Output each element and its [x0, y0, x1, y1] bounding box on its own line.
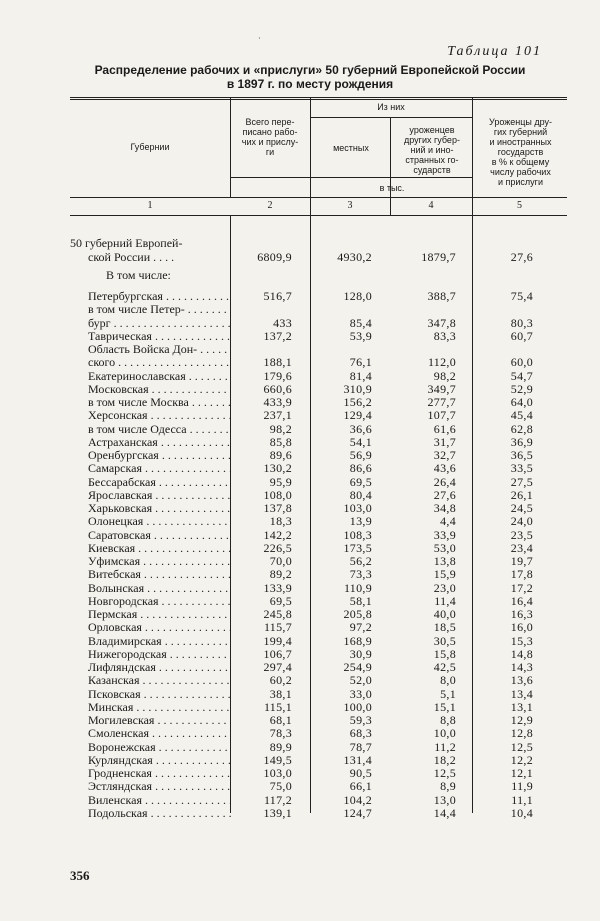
table-row — [0, 648, 600, 661]
value-total: 89,2 — [269, 567, 292, 582]
value-total: 117,2 — [263, 792, 292, 807]
province-name: ского . . . — [88, 356, 231, 369]
value-local: 73,3 — [349, 567, 372, 582]
province-name: Минская . . . — [88, 701, 231, 714]
province-name: Пермская . . . — [88, 608, 231, 621]
value-percent: 52,9 — [510, 381, 533, 396]
value-total: 139,1 — [263, 805, 292, 820]
header-colnum-rule — [70, 197, 567, 198]
value-percent: 19,7 — [510, 554, 533, 568]
value-local: 205,8 — [343, 607, 372, 621]
table-header — [70, 97, 567, 215]
value-percent: 11,9 — [511, 779, 533, 794]
value-total: 179,6 — [263, 368, 292, 383]
value-other-origin: 33,9 — [433, 527, 456, 542]
province-name: Нижегородская . . . — [88, 648, 231, 661]
value-percent: 23,5 — [510, 527, 533, 542]
province-name: Область Войска Дон- . . . — [88, 343, 231, 356]
title-line-2: в 1897 г. по месту рождения — [226, 77, 394, 91]
value-other-origin: 388,7 — [427, 289, 456, 303]
total-v1: 6809,9 — [257, 250, 292, 264]
table-row — [0, 489, 600, 502]
value-local: 173,5 — [343, 540, 372, 555]
value-local: 59,3 — [349, 713, 372, 727]
value-local: 108,3 — [343, 527, 372, 542]
value-total: 98,2 — [269, 421, 292, 436]
value-local: 52,0 — [349, 673, 372, 688]
province-name: Орловская . . . — [88, 621, 231, 634]
value-other-origin: 14,4 — [433, 805, 456, 820]
value-percent: 14,8 — [510, 646, 533, 661]
value-other-origin: 10,0 — [433, 726, 456, 741]
total-v2: 4930,2 — [337, 250, 372, 264]
table-row — [0, 383, 600, 396]
value-other-origin: 349,7 — [427, 381, 456, 396]
table-row — [0, 529, 600, 542]
value-local: 103,0 — [343, 501, 372, 515]
value-other-origin: 61,6 — [433, 421, 456, 436]
value-percent: 64,0 — [510, 395, 533, 409]
value-local: 128,0 — [343, 289, 372, 303]
province-name: Смоленская . . . — [88, 727, 231, 740]
value-total: 297,4 — [263, 660, 292, 674]
table-title — [70, 63, 550, 91]
value-percent: 16,0 — [510, 620, 533, 635]
province-name: в том числе Одесса . . . — [88, 423, 231, 436]
province-name: Харьковская . . . — [88, 502, 231, 515]
table-row — [0, 290, 600, 303]
value-local: 36,6 — [349, 421, 372, 436]
table-row — [0, 794, 600, 807]
value-total: 149,5 — [263, 752, 292, 767]
value-total: 137,8 — [263, 501, 292, 515]
value-percent: 13,1 — [510, 699, 533, 714]
table-row — [0, 767, 600, 780]
value-percent: 36,9 — [510, 434, 533, 449]
value-total: 75,0 — [269, 779, 292, 794]
value-local: 254,9 — [343, 660, 372, 674]
value-other-origin: 8,8 — [440, 713, 456, 727]
value-percent: 13,6 — [510, 673, 533, 688]
table-row — [0, 542, 600, 555]
value-other-origin: 31,7 — [433, 434, 456, 449]
value-local: 68,3 — [349, 726, 372, 741]
value-other-origin: 15,8 — [433, 646, 456, 661]
total-v4: 27,6 — [510, 250, 533, 264]
value-local: 104,2 — [343, 792, 372, 807]
value-total: 660,6 — [263, 381, 292, 396]
value-local: 53,9 — [349, 328, 372, 343]
value-other-origin: 40,0 — [433, 607, 456, 621]
value-total: 103,0 — [263, 766, 292, 780]
value-other-origin: 5,1 — [440, 686, 456, 701]
colnum-5: 5 — [517, 200, 522, 211]
value-local: 56,2 — [349, 554, 372, 568]
colnum-2: 2 — [267, 200, 273, 211]
value-other-origin: 347,8 — [427, 315, 456, 330]
province-name: Воронежская . . . — [88, 741, 231, 754]
value-percent: 33,5 — [510, 461, 533, 476]
value-other-origin: 32,7 — [433, 448, 456, 462]
table-row — [0, 502, 600, 515]
total-v3: 1879,7 — [421, 250, 456, 264]
value-other-origin: 11,2 — [434, 739, 456, 754]
value-other-origin: 30,5 — [433, 633, 456, 648]
table-row — [0, 688, 600, 701]
table-row — [0, 701, 600, 714]
value-total: 68,1 — [269, 713, 292, 727]
table-row — [0, 423, 600, 436]
value-local: 90,5 — [349, 766, 372, 780]
province-name: Курляндская . . . — [88, 754, 231, 767]
value-local: 54,1 — [349, 434, 372, 449]
value-percent: 75,4 — [510, 289, 533, 303]
value-percent: 12,2 — [510, 752, 533, 767]
value-percent: 12,5 — [510, 739, 533, 754]
value-local: 110,9 — [343, 580, 372, 595]
value-other-origin: 18,2 — [433, 752, 456, 767]
table-row — [0, 449, 600, 462]
value-local: 85,4 — [349, 315, 372, 330]
header-urozhentsev: уроженцев других губер- ний и ино- странных го- сударств — [404, 125, 460, 175]
table-row — [0, 568, 600, 581]
table-row — [0, 396, 600, 409]
header-iz-nikh: Из них — [377, 102, 405, 112]
province-name: Лифляндская . . . — [88, 661, 231, 674]
province-name: Ярославская . . . — [88, 489, 231, 502]
header-mestnykh: местных — [333, 143, 369, 153]
province-name: Таврическая . . . — [88, 330, 231, 343]
value-local: 33,0 — [349, 686, 372, 701]
value-local: 58,1 — [349, 593, 372, 608]
value-percent: 27,5 — [510, 474, 533, 489]
value-total: 85,8 — [269, 434, 292, 449]
value-other-origin: 12,5 — [433, 766, 456, 780]
province-name: Виленская . . . — [88, 794, 231, 807]
value-local: 76,1 — [349, 355, 372, 370]
province-name: Московская . . . — [88, 383, 231, 396]
value-total: 106,7 — [263, 646, 292, 661]
table-row — [0, 635, 600, 648]
value-local: 100,0 — [343, 699, 372, 714]
value-other-origin: 277,7 — [427, 395, 456, 409]
province-name: Олонецкая . . . — [88, 515, 231, 528]
value-local: 129,4 — [343, 408, 372, 423]
value-total: 89,6 — [269, 448, 292, 462]
table-row — [0, 330, 600, 343]
value-total: 115,1 — [263, 699, 292, 714]
value-other-origin: 98,2 — [433, 368, 456, 383]
value-local: 66,1 — [349, 779, 372, 794]
value-total: 60,2 — [269, 673, 292, 688]
province-name: Подольская . . . — [88, 807, 231, 820]
province-name: Волынская . . . — [88, 582, 231, 595]
table-row — [0, 370, 600, 383]
value-other-origin: 26,4 — [433, 474, 456, 489]
value-percent: 60,0 — [510, 355, 533, 370]
value-percent: 17,2 — [510, 580, 533, 595]
header-vtys-rule — [230, 177, 472, 178]
value-total: 245,8 — [263, 607, 292, 621]
value-other-origin: 83,3 — [433, 328, 456, 343]
value-total: 38,1 — [269, 686, 292, 701]
table-row — [0, 621, 600, 634]
value-local: 30,9 — [349, 646, 372, 661]
province-name: Екатеринославская . . . — [88, 370, 231, 383]
table-row — [0, 555, 600, 568]
value-total: 69,5 — [269, 593, 292, 608]
header-bottom-rule — [70, 215, 567, 216]
value-percent: 24,0 — [510, 514, 533, 529]
value-total: 237,1 — [263, 408, 292, 423]
table-row — [0, 317, 600, 330]
value-percent: 12,8 — [510, 726, 533, 741]
header-top-rule-2 — [70, 99, 567, 100]
value-other-origin: 13,0 — [433, 792, 456, 807]
in-that-number: В том числе: — [106, 268, 171, 282]
table-row — [0, 409, 600, 422]
value-local: 310,9 — [343, 381, 372, 396]
value-local: 56,9 — [349, 448, 372, 462]
province-name: в том числе Петер- . . . — [88, 303, 231, 316]
value-other-origin: 13,8 — [433, 554, 456, 568]
table-row — [0, 462, 600, 475]
value-other-origin: 15,1 — [433, 699, 456, 714]
table-row — [0, 674, 600, 687]
value-percent: 24,5 — [510, 501, 533, 515]
value-total: 89,9 — [269, 739, 292, 754]
table-row — [0, 595, 600, 608]
province-name: Саратовская . . . — [88, 529, 231, 542]
value-total: 108,0 — [263, 487, 292, 502]
value-percent: 45,4 — [510, 408, 533, 423]
table-row — [0, 436, 600, 449]
value-percent: 13,4 — [510, 686, 533, 701]
table-row — [0, 780, 600, 793]
table-row — [0, 741, 600, 754]
province-name: Бессарабская . . . — [88, 476, 231, 489]
value-total: 433 — [273, 315, 292, 330]
province-name: бург . . . — [88, 317, 231, 330]
table-row — [0, 807, 600, 820]
value-other-origin: 53,0 — [433, 540, 456, 555]
table-row — [0, 476, 600, 489]
province-name: Витебская . . . — [88, 568, 231, 581]
value-other-origin: 34,8 — [433, 501, 456, 515]
value-local: 78,7 — [349, 739, 372, 754]
province-name: Петербургская . . . — [88, 290, 231, 303]
province-name: Владимирская . . . — [88, 635, 231, 648]
value-percent: 80,3 — [510, 315, 533, 330]
colnum-4: 4 — [428, 200, 434, 211]
province-name: Херсонская . . . — [88, 409, 231, 422]
header-vsego: Всего пере- писано рабо- чих и прислу- ги — [241, 117, 299, 157]
value-local: 168,9 — [343, 633, 372, 648]
value-local: 69,5 — [349, 474, 372, 489]
value-other-origin: 8,0 — [440, 673, 456, 688]
value-total: 133,9 — [263, 580, 292, 595]
value-total: 78,3 — [269, 726, 292, 741]
value-percent: 54,7 — [510, 368, 533, 383]
total-label-1: 50 губерний Европей- — [70, 236, 183, 250]
value-local: 131,4 — [343, 752, 372, 767]
value-percent: 10,4 — [510, 805, 533, 820]
total-label-2-text: ской России — [88, 250, 151, 264]
table-row — [0, 515, 600, 528]
header-divider-1 — [230, 97, 231, 197]
value-total: 226,5 — [263, 540, 292, 555]
value-percent: 11,1 — [511, 792, 533, 807]
colnum-3: 3 — [347, 200, 353, 211]
value-other-origin: 4,4 — [440, 514, 456, 529]
value-local: 80,4 — [349, 487, 372, 502]
province-name: Эстляндская . . . — [88, 780, 231, 793]
value-other-origin: 15,9 — [433, 567, 456, 582]
value-percent: 62,8 — [510, 421, 533, 436]
value-total: 188,1 — [263, 355, 292, 370]
colnum-1: 1 — [147, 200, 153, 211]
header-v-tys: в тыс. — [379, 183, 405, 193]
value-percent: 16,4 — [510, 593, 533, 608]
value-percent: 16,3 — [510, 607, 533, 621]
province-name: Гродненская . . . — [88, 767, 231, 780]
table-row — [0, 608, 600, 621]
value-total: 115,7 — [263, 620, 292, 635]
value-total: 18,3 — [269, 514, 292, 529]
value-local: 81,4 — [349, 368, 372, 383]
value-total: 137,2 — [263, 328, 292, 343]
province-name: Могилевская . . . — [88, 714, 231, 727]
value-percent: 26,1 — [510, 487, 533, 502]
value-local: 124,7 — [343, 805, 372, 820]
title-line-1: Распределение рабочих и «прислуги» 50 губерний Европейской России — [94, 63, 526, 77]
value-other-origin: 11,4 — [434, 593, 456, 608]
table-row — [0, 356, 600, 369]
province-name: Казанская . . . — [88, 674, 231, 687]
province-name: Самарская . . . — [88, 462, 231, 475]
page-number: 356 — [70, 868, 90, 883]
value-other-origin: 107,7 — [427, 408, 456, 423]
value-total: 433,9 — [263, 395, 292, 409]
province-name: Новгородская . . . — [88, 595, 231, 608]
value-percent: 14,3 — [510, 660, 533, 674]
table-row — [0, 343, 600, 356]
scan-speck: · — [258, 34, 261, 43]
province-name: в том числе Москва . . . — [88, 396, 231, 409]
table-row — [0, 303, 600, 316]
header-gubernii: Губернии — [130, 142, 170, 152]
value-percent: 17,8 — [510, 567, 533, 582]
value-total: 199,4 — [263, 633, 292, 648]
province-name: Уфимская . . . — [88, 555, 231, 568]
province-name: Оренбургская . . . — [88, 449, 231, 462]
value-total: 142,2 — [263, 527, 292, 542]
total-label-2: ской России . . . . — [88, 250, 175, 264]
value-total: 516,7 — [263, 289, 292, 303]
province-name: Киевская . . . — [88, 542, 231, 555]
table-number: Таблица 101 — [447, 44, 542, 59]
value-other-origin: 8,9 — [440, 779, 456, 794]
value-other-origin: 43,6 — [433, 461, 456, 476]
value-other-origin: 112,0 — [427, 355, 456, 370]
table-row — [0, 727, 600, 740]
province-name: Псковская . . . — [88, 688, 231, 701]
value-percent: 12,1 — [510, 766, 533, 780]
value-total: 130,2 — [263, 461, 292, 476]
value-percent: 36,5 — [510, 448, 533, 462]
table-row — [0, 582, 600, 595]
value-percent: 15,3 — [510, 633, 533, 648]
province-name: Астраханская . . . — [88, 436, 231, 449]
value-percent: 60,7 — [510, 328, 533, 343]
value-percent: 23,4 — [510, 540, 533, 555]
value-other-origin: 42,5 — [433, 660, 456, 674]
value-local: 86,6 — [349, 461, 372, 476]
value-local: 13,9 — [349, 514, 372, 529]
value-local: 97,2 — [349, 620, 372, 635]
value-total: 70,0 — [269, 554, 292, 568]
value-total: 95,9 — [269, 474, 292, 489]
table-row — [0, 661, 600, 674]
value-other-origin: 27,6 — [433, 487, 456, 502]
table-row — [0, 754, 600, 767]
header-pct: Уроженцы дру- гих губерний и иностранных государств в % к общему числу рабочих и прислуги — [489, 117, 552, 187]
table-row — [0, 714, 600, 727]
header-iz-nikh-rule — [310, 117, 472, 118]
value-other-origin: 23,0 — [433, 580, 456, 595]
value-percent: 12,9 — [510, 713, 533, 727]
value-other-origin: 18,5 — [433, 620, 456, 635]
value-local: 156,2 — [343, 395, 372, 409]
